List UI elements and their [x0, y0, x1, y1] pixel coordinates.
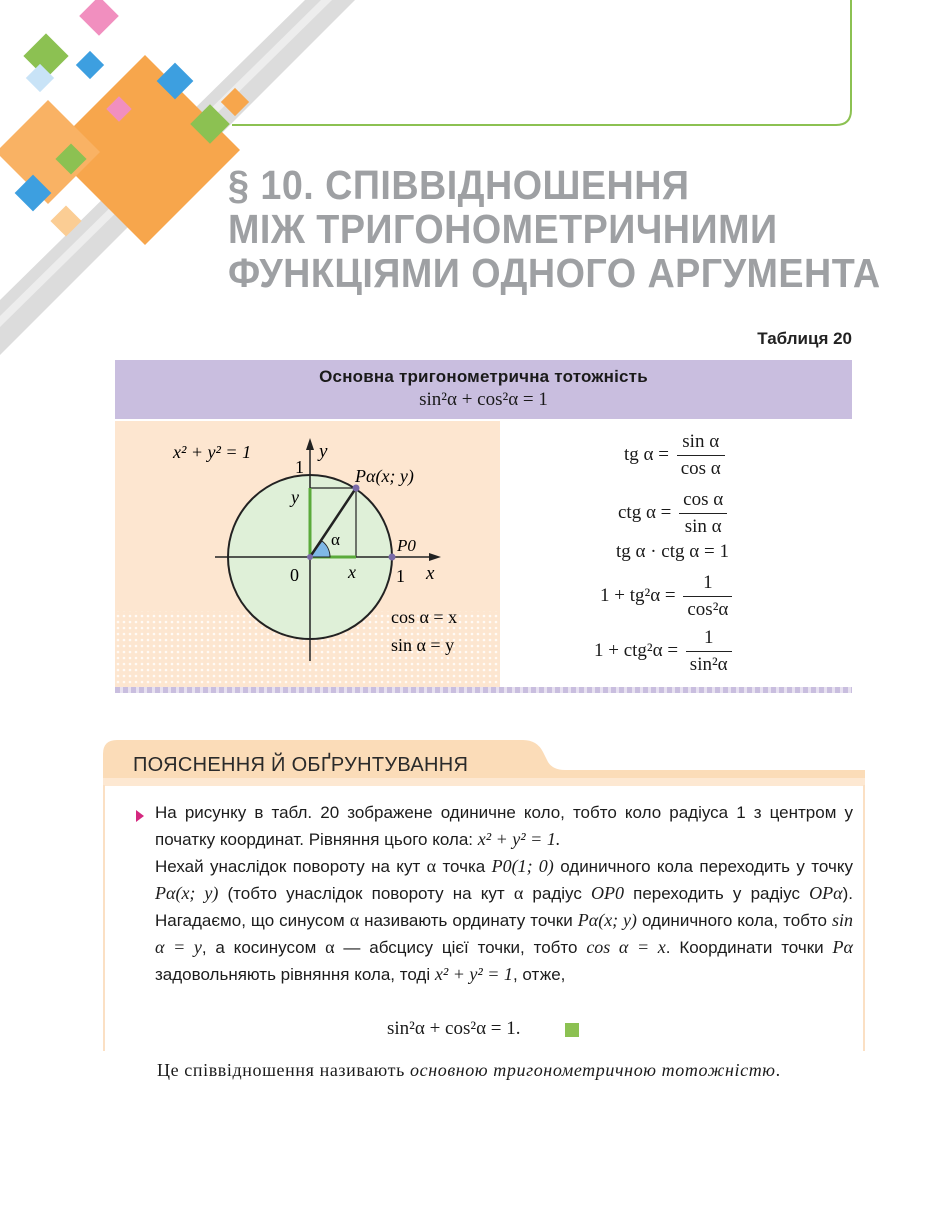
x-axis-arrow-icon [429, 553, 441, 561]
table-bottom-border [115, 687, 852, 693]
formula-tg-square-num: 1 [683, 572, 732, 597]
angle-label: α [331, 530, 340, 549]
cos-equation: cos α = x [391, 607, 458, 627]
formula-tg-left: tg α = [624, 443, 669, 465]
point-p0-label: P0 [397, 536, 416, 555]
origin-label: 0 [290, 565, 299, 585]
origin-point [307, 554, 313, 560]
title-line-3: ФУНКЦІЯМИ ОДНОГО АРГУМЕНТА [228, 250, 881, 296]
centered-identity: sin²α + cos²α = 1. [387, 1018, 521, 1039]
circle-equation: x² + y² = 1 [173, 442, 252, 462]
final-text: Це співвідношення називають [157, 1060, 405, 1080]
formula-tg-square-den: cos²α [687, 599, 729, 620]
formula-product: tg α · ctg α = 1 [616, 541, 729, 562]
point-p-alpha-label: Pα(x; y) [355, 466, 414, 486]
section-heading: ПОЯСНЕННЯ Й ОБҐРУНТУВАННЯ [133, 754, 469, 776]
tick-one-y: 1 [295, 457, 304, 477]
formula-ctg-den: sin α [684, 516, 722, 537]
y-axis-label: y [319, 441, 328, 462]
formulas-cell [500, 421, 852, 687]
qed-square-icon [565, 1023, 579, 1037]
title-line-1: § 10. СПІВВІДНОШЕННЯ [228, 162, 690, 208]
table-header-identity: sin²α + cos²α = 1 [419, 389, 548, 410]
formula-ctg-square-den: sin²α [689, 654, 728, 675]
x-axis-label: x [426, 563, 435, 584]
formula-ctg-left: ctg α = [618, 501, 672, 523]
final-paragraph: Це співвідношення називають основною тригонометричною тотожністю. [157, 1060, 781, 1080]
unit-circle-diagram [115, 421, 500, 687]
formula-ctg-square-num: 1 [686, 627, 732, 652]
point-p0 [389, 554, 396, 561]
tick-one-x: 1 [396, 566, 405, 586]
table-header [115, 360, 852, 419]
table-label: Таблиця 20 [757, 329, 852, 348]
formula-ctg-square-left: 1 + ctg²α = [594, 639, 679, 661]
formula-tg [624, 431, 725, 480]
bullet-icon [136, 810, 144, 822]
final-term: основною тригонометричною тотожністю [410, 1060, 776, 1080]
unit-circle-cell [115, 421, 500, 687]
formula-tg-square-left: 1 + tg²α = [600, 584, 676, 606]
formula-tg-num: sin α [677, 431, 725, 456]
formula-tg-square [600, 572, 732, 621]
title-line-2: МІЖ ТРИГОНОМЕТРИЧНИМИ [228, 206, 778, 252]
y-coordinate-label: y [291, 487, 299, 507]
formula-ctg [618, 489, 727, 538]
formula-ctg-num: cos α [679, 489, 727, 514]
sin-equation: sin α = y [391, 635, 455, 655]
explanation-paragraph: На рисунку в табл. 20 зображене одиничне коло, тобто коло радіуса 1 з центром у початку координат. Рівняння цього кола: x² + y² = 1. Нехай унаслідок повороту на кут α точка P0(1; 0) одиничного кола переходить у точку Pα(x; y) (тобто унаслідок повороту на кут α радіус OP0 переходить у радіус OPα). Нагадаємо, що синусом α називають ординату точки Pα(x; y) одиничного кола, тобто sin α = y, а косинусом α — абсцису цієї точки, тобто cos α = x. Координати точки Pα задовольняють рівняння кола, тоді x² + y² = 1, отже, [155, 803, 853, 984]
y-axis-arrow-icon [306, 438, 314, 450]
chapter-title [228, 162, 881, 296]
x-coordinate-label: x [348, 562, 356, 582]
formula-tg-den: cos α [680, 458, 721, 479]
formula-ctg-square [594, 627, 732, 676]
table-header-title: Основна тригонометрична тотожність [319, 367, 648, 386]
